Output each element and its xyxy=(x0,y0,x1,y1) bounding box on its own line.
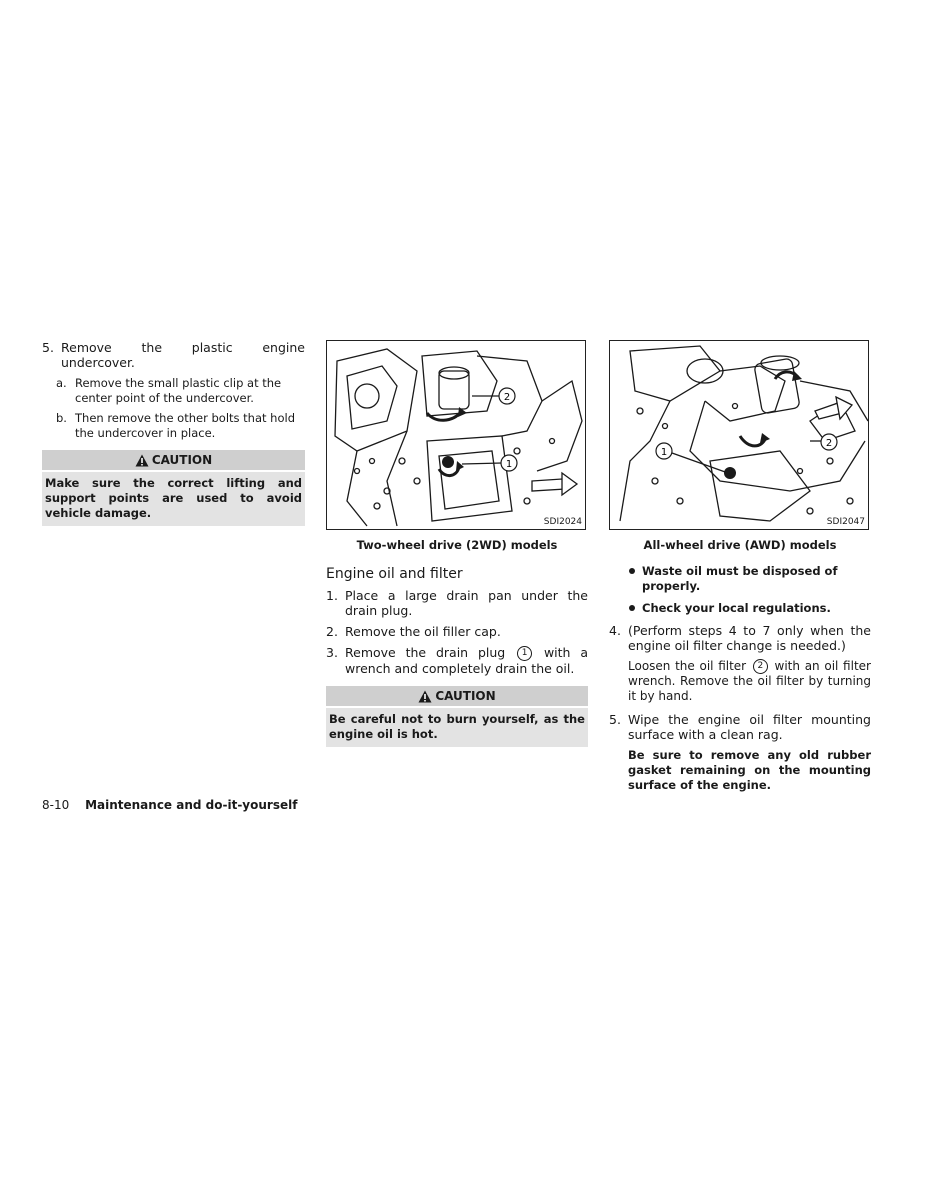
step-number: 5. xyxy=(609,712,621,727)
step-text: Place a large drain pan under the drain plug. xyxy=(345,588,588,618)
step-5-wipe-surface xyxy=(609,712,871,742)
step-5-remove-undercover xyxy=(42,340,305,370)
bullet-dot-icon xyxy=(629,605,635,611)
step-text: Wipe the engine oil filter mounting surface with a clean rag. xyxy=(628,712,871,742)
step-text-after: with a wrench and completely drain the oil. xyxy=(345,645,588,676)
warning-triangle-icon xyxy=(418,690,432,703)
caution-text: Be careful not to burn yourself, as the engine oil is hot. xyxy=(326,708,588,747)
engine-diagram-awd xyxy=(610,341,870,529)
circled-marker-2: 2 xyxy=(753,659,768,674)
substep-label: b. xyxy=(56,411,67,425)
bullet-text: Waste oil must be disposed of properly. xyxy=(642,564,838,593)
circled-marker-1: 1 xyxy=(517,646,532,661)
substep-label: a. xyxy=(56,376,67,390)
bullet-local-regulations xyxy=(629,601,871,616)
caution-box-lifting xyxy=(42,450,305,526)
gasket-warning-note: Be sure to remove any old rubber gasket remaining on the mounting surface of the engine. xyxy=(628,748,871,792)
step-1-drain-pan xyxy=(326,588,588,618)
step-number: 5. xyxy=(42,340,54,355)
caution-box-hot-oil xyxy=(326,686,588,747)
bullet-waste-oil xyxy=(629,564,871,594)
figure-caption: Two-wheel drive (2WD) models xyxy=(356,538,558,552)
step-text: Remove the plastic engine undercover. xyxy=(61,340,305,370)
callout-2-label: 2 xyxy=(503,392,511,403)
figure-2wd-engine xyxy=(326,340,586,530)
page-footer xyxy=(42,798,297,812)
substep-b xyxy=(56,411,305,440)
bullet-dot-icon xyxy=(629,568,635,574)
step-text: (Perform steps 4 to 7 only when the engine oil filter change is needed.) xyxy=(628,623,871,653)
step-number: 2. xyxy=(326,624,338,639)
left-column xyxy=(42,340,305,526)
figure-code: SDI2047 xyxy=(826,517,865,527)
step-text xyxy=(345,645,588,676)
loosen-filter-paragraph xyxy=(628,659,871,704)
para-text-before: Loosen the oil filter xyxy=(628,659,747,673)
caution-title: CAUTION xyxy=(435,689,496,703)
step-text-before: Remove the drain plug xyxy=(345,645,506,660)
step-3-drain-plug xyxy=(326,645,588,676)
warning-triangle-icon xyxy=(135,454,149,467)
caution-header xyxy=(42,450,305,470)
substep-text: Remove the small plastic clip at the center point of the undercover. xyxy=(75,376,282,405)
para-text-after: with an oil filter wrench. Remove the oil filter by turning it by hand. xyxy=(628,659,871,703)
bullet-text: Check your local regulations. xyxy=(642,601,831,615)
engine-diagram-2wd xyxy=(327,341,585,529)
figure-caption: All-wheel drive (AWD) models xyxy=(643,538,837,552)
step-number: 3. xyxy=(326,645,338,660)
middle-column xyxy=(326,340,588,747)
section-name: Maintenance and do-it-yourself xyxy=(85,798,298,812)
step-number: 4. xyxy=(609,623,621,638)
step-2-filler-cap xyxy=(326,624,588,639)
step-number: 1. xyxy=(326,588,338,603)
caution-title: CAUTION xyxy=(151,453,213,467)
substep-a xyxy=(56,376,305,405)
figure-code: SDI2024 xyxy=(543,517,582,527)
substep-text: Then remove the other bolts that hold the undercover in place. xyxy=(75,411,295,440)
step-4-filter-change xyxy=(609,623,871,653)
step-text: Remove the oil filler cap. xyxy=(345,624,501,639)
section-title: Engine oil and filter xyxy=(326,566,463,582)
page-number: 8-10 xyxy=(42,798,70,812)
figure-awd-engine xyxy=(609,340,869,530)
callout-1-label: 1 xyxy=(660,447,668,458)
right-column xyxy=(609,340,871,793)
callout-1-label: 1 xyxy=(505,459,513,470)
caution-header xyxy=(326,686,588,706)
callout-2-label: 2 xyxy=(825,438,833,449)
caution-text: Make sure the correct lifting and support points are used to avoid vehicle damage. xyxy=(42,472,305,526)
